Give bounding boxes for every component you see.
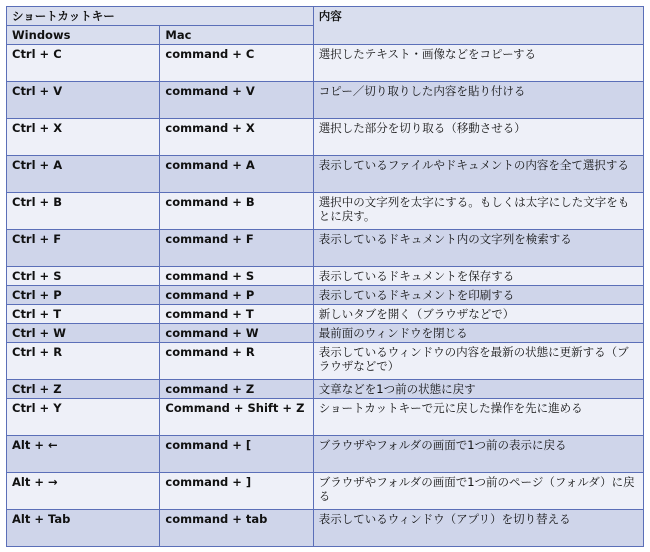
description-cell: 表示しているウィンドウの内容を最新の状態に更新する（ブラウザなどで） <box>313 343 643 380</box>
header-shortcut: ショートカットキー <box>7 7 314 26</box>
windows-key-cell: Ctrl + A <box>7 156 160 193</box>
table-row <box>7 230 644 267</box>
windows-key-cell: Ctrl + V <box>7 82 160 119</box>
windows-key-cell: Ctrl + B <box>7 193 160 230</box>
description-cell: 表示しているドキュメント内の文字列を検索する <box>313 230 643 267</box>
mac-key-cell: command + P <box>160 286 313 305</box>
mac-key-cell: command + X <box>160 119 313 156</box>
windows-key-cell: Ctrl + R <box>7 343 160 380</box>
description-cell: 新しいタブを開く（ブラウザなどで） <box>313 305 643 324</box>
mac-key-cell: command + W <box>160 324 313 343</box>
mac-key-cell: command + A <box>160 156 313 193</box>
table-row <box>7 45 644 82</box>
table-row <box>7 82 644 119</box>
mac-key-cell: command + S <box>160 267 313 286</box>
description-cell: 表示しているドキュメントを印刷する <box>313 286 643 305</box>
mac-key-cell: command + V <box>160 82 313 119</box>
windows-key-cell: Ctrl + P <box>7 286 160 305</box>
mac-key-cell: command + Z <box>160 380 313 399</box>
description-cell: ショートカットキーで元に戻した操作を先に進める <box>313 399 643 436</box>
description-cell: ブラウザやフォルダの画面で1つ前の表示に戻る <box>313 436 643 473</box>
header-row <box>7 7 644 26</box>
table-row <box>7 305 644 324</box>
mac-key-cell: command + T <box>160 305 313 324</box>
description-cell: 選択中の文字列を太字にする。もしくは太字にした文字をもとに戻す。 <box>313 193 643 230</box>
description-cell: コピー／切り取りした内容を貼り付ける <box>313 82 643 119</box>
mac-key-cell: command + R <box>160 343 313 380</box>
windows-key-cell: Ctrl + T <box>7 305 160 324</box>
table-row <box>7 193 644 230</box>
mac-key-cell: Command + Shift + Z <box>160 399 313 436</box>
table-row <box>7 156 644 193</box>
header-content: 内容 <box>313 7 643 45</box>
windows-key-cell: Ctrl + W <box>7 324 160 343</box>
windows-key-cell: Ctrl + S <box>7 267 160 286</box>
table-row <box>7 510 644 547</box>
windows-key-cell: Alt + ← <box>7 436 160 473</box>
table-row <box>7 119 644 156</box>
table-row <box>7 473 644 510</box>
windows-key-cell: Ctrl + Y <box>7 399 160 436</box>
description-cell: ブラウザやフォルダの画面で1つ前のページ（フォルダ）に戻る <box>313 473 643 510</box>
table-row <box>7 343 644 380</box>
mac-key-cell: command + [ <box>160 436 313 473</box>
description-cell: 表示しているドキュメントを保存する <box>313 267 643 286</box>
table-row <box>7 436 644 473</box>
table-row <box>7 380 644 399</box>
description-cell: 表示しているファイルやドキュメントの内容を全て選択する <box>313 156 643 193</box>
mac-key-cell: command + C <box>160 45 313 82</box>
description-cell: 文章などを1つ前の状態に戻す <box>313 380 643 399</box>
description-cell: 選択したテキスト・画像などをコピーする <box>313 45 643 82</box>
table-row <box>7 399 644 436</box>
windows-key-cell: Alt + Tab <box>7 510 160 547</box>
table-row <box>7 267 644 286</box>
windows-key-cell: Ctrl + X <box>7 119 160 156</box>
mac-key-cell: command + B <box>160 193 313 230</box>
windows-key-cell: Ctrl + F <box>7 230 160 267</box>
windows-key-cell: Ctrl + Z <box>7 380 160 399</box>
mac-key-cell: command + F <box>160 230 313 267</box>
header-mac: Mac <box>160 26 313 45</box>
mac-key-cell: command + ] <box>160 473 313 510</box>
windows-key-cell: Ctrl + C <box>7 45 160 82</box>
description-cell: 選択した部分を切り取る（移動させる） <box>313 119 643 156</box>
windows-key-cell: Alt + → <box>7 473 160 510</box>
header-windows: Windows <box>7 26 160 45</box>
mac-key-cell: command + tab <box>160 510 313 547</box>
shortcut-table <box>6 6 644 547</box>
description-cell: 表示しているウィンドウ（アプリ）を切り替える <box>313 510 643 547</box>
table-row <box>7 324 644 343</box>
table-row <box>7 286 644 305</box>
description-cell: 最前面のウィンドウを閉じる <box>313 324 643 343</box>
